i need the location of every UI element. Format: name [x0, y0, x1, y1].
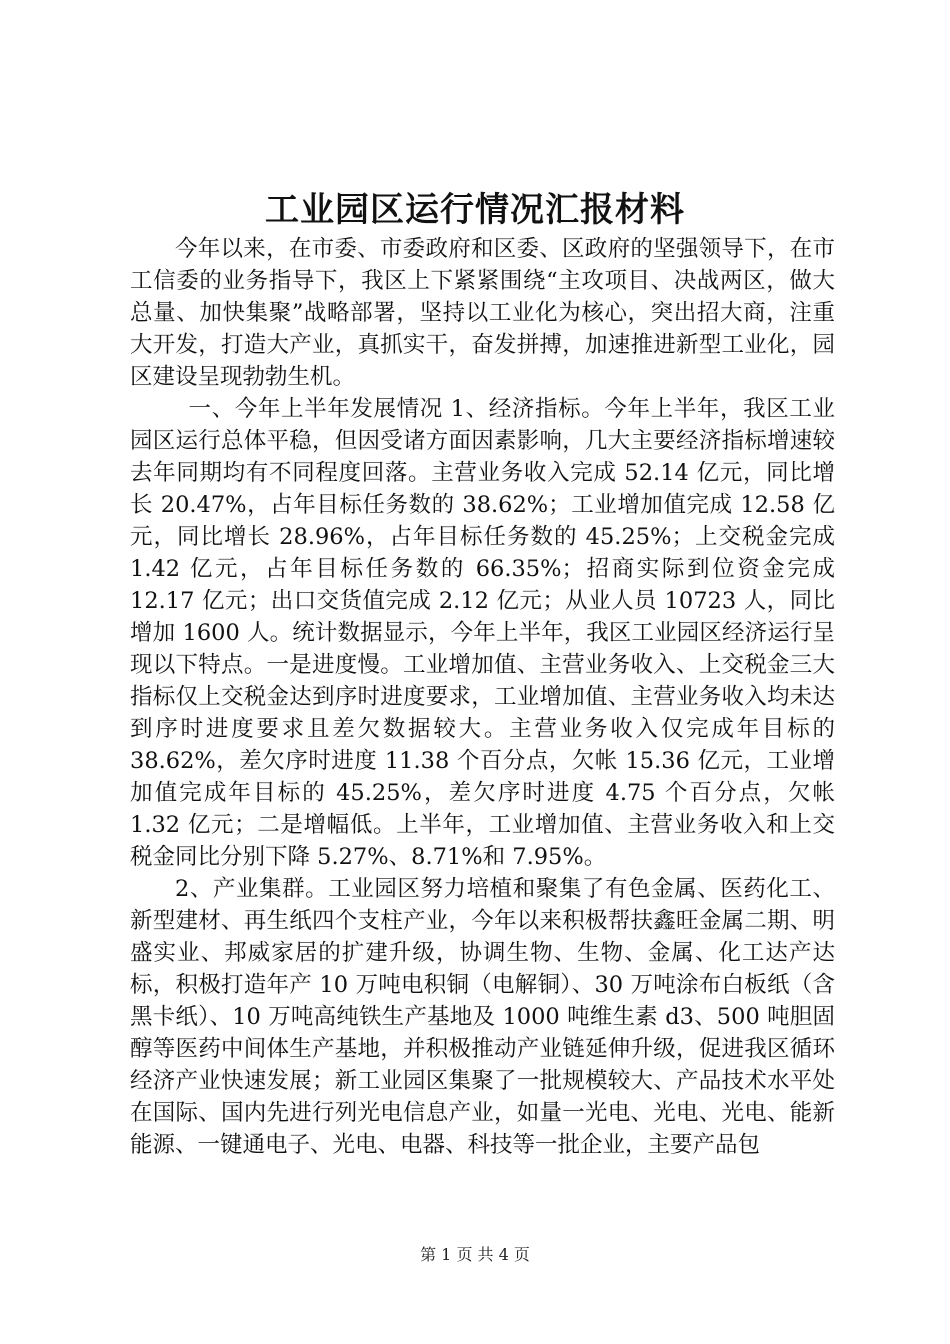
document-body	[130, 233, 835, 1161]
page-footer: 第 1 页 共 4 页	[420, 1245, 530, 1264]
paragraph-industry-cluster: 2、产业集群。工业园区努力培植和聚集了有色金属、医药化工、新型建材、再生纸四个支柱产业，今年以来积极帮扶鑫旺金属二期、明盛实业、邦威家居的扩建升级，协调生物、生物、金属、化工达产达标，积极打造年产 10 万吨电积铜（电解铜）、30 万吨涂布白板纸（含黑卡纸）、10 万吨高纯铁生产基地及 1000 吨维生素 d3、500 吨胆固醇等医药中间体生产基地，并积极推动产业链延伸升级，促进我区循环经济产业快速发展；新工业园区集聚了一批规模较大、产品技术水平处在国际、国内先进行列光电信息产业，如量一光电、光电、光电、能新能源、一键通电子、光电、电器、科技等一批企业，主要产品包	[130, 876, 835, 1158]
paragraph-economic-indicators: 一、今年上半年发展情况 1、经济指标。今年上半年，我区工业园区运行总体平稳，但因受诸方面因素影响，几大主要经济指标增速较去年同期均有不同程度回落。主营业务收入完成 52.14 亿元，同比增长 20.47%，占年目标任务数的 38.62%；工业增加值完成 12.58 亿元，同比增长 28.96%，占年目标任务数的 45.25%；上交税金完成 1.42 亿元，占年目标任务数的 66.35%；招商实际到位资金完成 12.17 亿元；出口交货值完成 2.12 亿元；从业人员 10723 人，同比增加 1600 人。统计数据显示，今年上半年，我区工业园区经济运行呈现以下特点。一是进度慢。工业增加值、主营业务收入、上交税金三大指标仅上交税金达到序时进度要求，工业增加值、主营业务收入均未达到序时进度要求且差欠数据较大。主营业务收入仅完成年目标的 38.62%，差欠序时进度 11.38 个百分点，欠帐 15.36 亿元，工业增加值完成年目标的 45.25%，差欠序时进度 4.75 个百分点，欠帐 1.32 亿元；二是增幅低。上半年，工业增加值、主营业务收入和上交税金同比分别下降 5.27%、8.71%和 7.95%。	[130, 396, 835, 870]
document-title: 工业园区运行情况汇报材料	[265, 190, 685, 230]
paragraph-intro: 今年以来，在市委、市委政府和区委、区政府的坚强领导下，在市工信委的业务指导下，我区上下紧紧围绕“主攻项目、决战两区，做大总量、加快集聚”战略部署，坚持以工业化为核心，突出招大商，注重大开发，打造大产业，真抓实干，奋发拼搏，加速推进新型工业化，园区建设呈现勃勃生机。	[130, 236, 835, 390]
